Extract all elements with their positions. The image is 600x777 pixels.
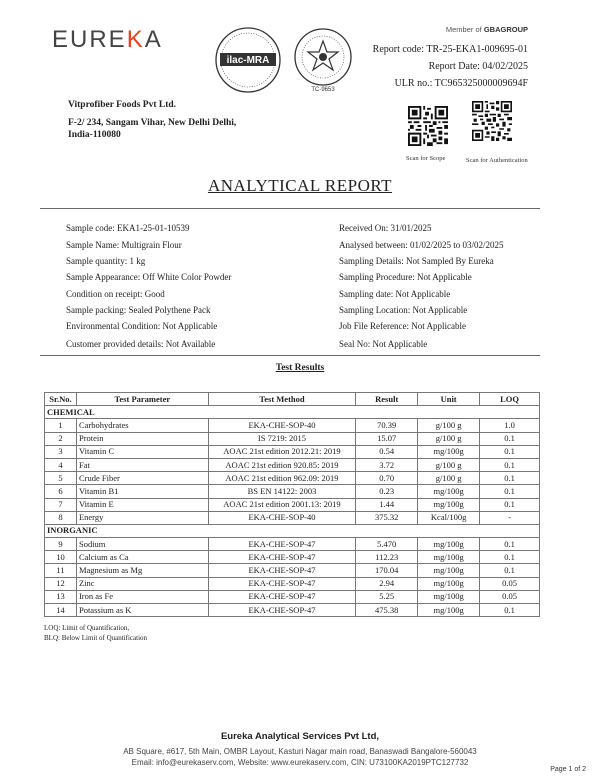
table-cell: 0.1 [480,445,540,458]
table-cell: AOAC 21st edition 920.85: 2019 [208,458,356,471]
eureka-logo [52,26,163,54]
table-cell: 170.04 [356,564,418,577]
table-cell: Carbohydrates [76,419,208,432]
scope-qr-icon[interactable] [408,106,448,146]
report-title-text: ANALYTICAL REPORT [207,176,393,195]
table-cell: 1 [45,419,77,432]
column-header: Unit [418,393,480,406]
info-field: Received On: 31/01/2025 [339,223,432,233]
section-row [45,524,540,537]
info-field: Sampling date: Not Applicable [339,289,451,299]
table-cell: mg/100g [418,604,480,617]
table-row [45,564,540,577]
table-cell: mg/100g [418,498,480,511]
table-cell: mg/100g [418,577,480,590]
table-cell: Iron as Fe [76,590,208,603]
table-cell: mg/100g [418,538,480,551]
table-cell: IS 7219: 2015 [208,432,356,445]
table-cell: Crude Fiber [76,472,208,485]
info-field: Sample Name: Multigrain Flour [66,240,182,250]
table-cell: 375.32 [356,511,418,524]
table-row [45,419,540,432]
report-date: Report Date: 04/02/2025 [428,61,528,72]
table-cell: g/100 g [418,419,480,432]
table-cell: mg/100g [418,551,480,564]
table-cell: 15.07 [356,432,418,445]
table-cell: EKA-CHE-SOP-47 [208,577,356,590]
table-cell: AOAC 21st edition 2012.21: 2019 [208,445,356,458]
info-field: Job File Reference: Not Applicable [339,321,466,331]
table-cell: 3 [45,445,77,458]
column-header: Sr.No. [45,393,77,406]
footer-company-name: Eureka Analytical Services Pvt Ltd, [220,731,380,742]
table-cell: 2.94 [356,577,418,590]
table-row [45,511,540,524]
table-cell: 0.54 [356,445,418,458]
logo-text-k: K [126,26,145,53]
table-cell: 70.39 [356,419,418,432]
test-results-table [44,392,540,617]
section-row [45,406,540,419]
client-address-line2: India-110080 [68,130,121,140]
table-cell: EKA-CHE-SOP-40 [208,419,356,432]
table-cell: 112.23 [356,551,418,564]
table-cell: 0.23 [356,485,418,498]
table-row [45,445,540,458]
table-row [45,590,540,603]
table-cell: Vitamin B1 [76,485,208,498]
table-row [45,485,540,498]
table-cell: 0.1 [480,472,540,485]
table-cell: Calcium as Ca [76,551,208,564]
table-cell: 5.470 [356,538,418,551]
table-cell: 4 [45,458,77,471]
member-of-label [446,25,528,34]
info-field: Customer provided details: Not Available [66,339,216,349]
table-cell: mg/100g [418,445,480,458]
table-cell: 5 [45,472,77,485]
accreditation-seal-icon [292,27,354,93]
table-cell: mg/100g [418,564,480,577]
info-field: Environmental Condition: Not Applicable [66,321,218,331]
info-divider [40,355,540,356]
table-cell: 1.44 [356,498,418,511]
info-field: Sample packing: Sealed Polythene Pack [66,305,211,315]
table-body [45,406,540,617]
page-number: Page 1 of 2 [550,766,586,773]
info-field: Sampling Details: Not Sampled By Eureka [339,256,494,266]
table-row [45,538,540,551]
table-cell: 7 [45,498,77,511]
table-cell: AOAC 21st edition 962.09: 2019 [208,472,356,485]
auth-qr-caption: Scan for Authentication [466,157,528,164]
table-cell: 0.1 [480,564,540,577]
info-field: Analysed between: 01/02/2025 to 03/02/2025 [339,240,504,250]
table-cell: mg/100g [418,590,480,603]
table-cell: 0.1 [480,604,540,617]
table-cell: EKA-CHE-SOP-47 [208,538,356,551]
table-row [45,577,540,590]
table-row [45,458,540,471]
info-field: Sampling Procedure: Not Applicable [339,272,472,282]
table-row [45,551,540,564]
table-cell: mg/100g [418,485,480,498]
table-cell: AOAC 21st edition 2001.13: 2019 [208,498,356,511]
table-cell: 0.05 [480,590,540,603]
member-org: GBAGROUP [483,25,528,34]
test-results-title: Test Results [275,363,325,373]
client-name: Vitprofiber Foods Pvt Ltd. [68,100,177,110]
table-cell: Sodium [76,538,208,551]
authentication-qr-icon[interactable] [472,101,512,141]
info-field: Sample quantity: 1 kg [66,256,146,266]
table-cell: 0.1 [480,485,540,498]
info-field: Sample code: EKA1-25-01-10539 [66,223,190,233]
ilac-text: ilac-MRA [226,55,270,66]
table-cell: Potassium as K [76,604,208,617]
table-cell: 3.72 [356,458,418,471]
table-cell: Fat [76,458,208,471]
table-cell: Zinc [76,577,208,590]
section-label: CHEMICAL [45,406,540,419]
section-label: INORGANIC [45,524,540,537]
table-cell: g/100 g [418,472,480,485]
info-field: Seal No: Not Applicable [339,339,428,349]
table-cell: g/100 g [418,458,480,471]
client-address-line1: F-2/ 234, Sangam Vihar, New Delhi Delhi, [68,118,237,128]
table-cell: 0.1 [480,551,540,564]
table-cell: 1.0 [480,419,540,432]
table-cell: 11 [45,564,77,577]
ilac-mra-seal-icon [214,26,282,94]
table-header-row [45,393,540,406]
table-cell: Energy [76,511,208,524]
column-header: Test Method [208,393,356,406]
info-field: Sampling Location: Not Applicable [339,305,468,315]
note-blq: BLQ: Below Limit of Quantification [44,634,148,642]
column-header: LOQ [480,393,540,406]
footer-contact: Email: info@eurekaserv.com, Website: www.eurekaserv.com, CIN: U73100KA2019PTC127732 [131,758,469,767]
logo-text-pre: EURE [52,26,127,53]
table-cell: Magnesium as Mg [76,564,208,577]
table-cell: 475.38 [356,604,418,617]
table-cell: Vitamin C [76,445,208,458]
table-cell: 2 [45,432,77,445]
table-cell: 0.70 [356,472,418,485]
table-cell: Vitamin E [76,498,208,511]
table-cell: EKA-CHE-SOP-47 [208,590,356,603]
table-cell: BS EN 14122: 2003 [208,485,356,498]
table-row [45,498,540,511]
column-header: Result [356,393,418,406]
table-cell: 9 [45,538,77,551]
ulr-number: ULR no.: TC965325000009694F [394,78,528,89]
column-header: Test Parameter [76,393,208,406]
tc-code: TC-9653 [311,87,335,93]
table-cell: Protein [76,432,208,445]
table-cell: EKA-CHE-SOP-40 [208,511,356,524]
report-code: Report code: TR-25-EKA1-009695-01 [372,44,528,55]
table-cell: 5.25 [356,590,418,603]
table-cell: Kcal/100g [418,511,480,524]
table-cell: 0.05 [480,577,540,590]
note-loq: LOQ: Limit of Quantification, [44,624,130,632]
report-title [0,176,600,196]
table-cell: 13 [45,590,77,603]
scope-qr-caption: Scan for Scope [406,155,446,162]
table-cell: 10 [45,551,77,564]
table-cell: 0.1 [480,498,540,511]
table-cell: 12 [45,577,77,590]
table-cell: 0.1 [480,538,540,551]
table-row [45,432,540,445]
table-cell: 6 [45,485,77,498]
info-field: Sample Appearance: Off White Color Powder [66,272,232,282]
table-row [45,604,540,617]
logo-text-post: A [144,26,163,53]
info-field: Condition on receipt: Good [66,289,165,299]
table-cell: 8 [45,511,77,524]
title-divider [40,208,540,209]
table-cell: EKA-CHE-SOP-47 [208,551,356,564]
table-cell: EKA-CHE-SOP-47 [208,564,356,577]
table-cell: EKA-CHE-SOP-47 [208,604,356,617]
footer-address: AB Square, #617, 5th Main, OMBR Layout, Kasturi Nagar main road, Banaswadi Bangalore-560043 [123,747,477,756]
table-cell: g/100 g [418,432,480,445]
table-cell: 0.1 [480,432,540,445]
table-row [45,472,540,485]
member-label: Member of [445,25,482,34]
table-cell: 0.1 [480,458,540,471]
table-cell: 14 [45,604,77,617]
table-cell: - [480,511,540,524]
